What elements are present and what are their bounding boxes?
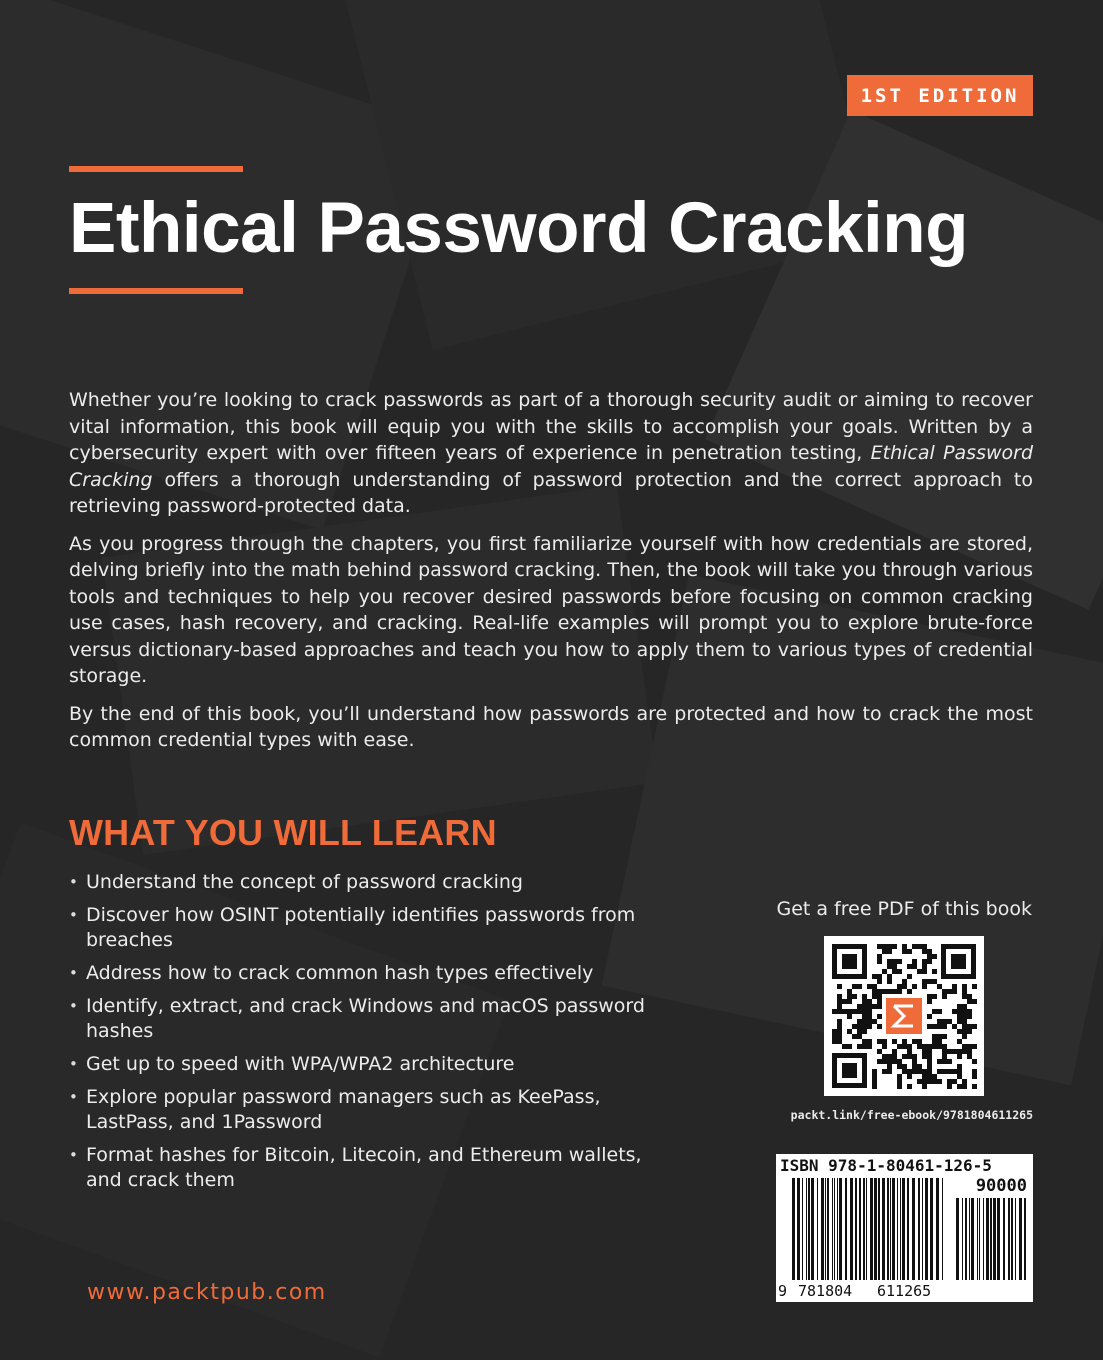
learn-heading: WHAT YOU WILL LEARN — [69, 812, 497, 853]
list-item: • Get up to speed with WPA/WPA2 architecture — [69, 1052, 649, 1077]
edition-badge: 1ST EDITION — [847, 75, 1033, 116]
isbn-barcode — [776, 1154, 1033, 1302]
book-title: Ethical Password Cracking — [69, 189, 968, 268]
title-rule-top — [69, 166, 243, 172]
ean-first-digit: 9 — [778, 1282, 788, 1300]
packt-logo-icon — [884, 996, 924, 1036]
ean-right-digits: 611265 — [877, 1282, 932, 1300]
free-pdf-label: Get a free PDF of this book — [776, 898, 1032, 920]
list-item: • Address how to crack common hash types effectively — [69, 961, 649, 986]
title-rule-bottom — [69, 288, 243, 294]
learn-list — [69, 870, 649, 1201]
free-pdf-url[interactable]: packt.link/free-ebook/9781804611265 — [790, 1108, 1033, 1122]
book-description — [69, 387, 1033, 765]
list-item: • Identify, extract, and crack Windows and macOS password hashes — [69, 994, 649, 1044]
description-text: offers a thorough understanding of password protection and the correct approach to retrieving password-protected data. — [69, 468, 1033, 517]
list-item: • Explore popular password managers such as KeePass, LastPass, and 1Password — [69, 1085, 649, 1135]
ean-left-digits: 781804 — [798, 1282, 853, 1300]
list-item: • Discover how OSINT potentially identifies passwords from breaches — [69, 903, 649, 953]
list-item: • Format hashes for Bitcoin, Litecoin, and Ethereum wallets, and crack them — [69, 1143, 649, 1193]
description-paragraph-2: As you progress through the chapters, you first familiarize yourself with how credentials are stored, delving briefly into the math behind password cracking. Then, the book will take you through various tools and techniques to help you recover desired passwords before focusing on common cracking use cases, hash recovery, and cracking. Real-life examples will prompt you to explore brute-force versus dictionary-based approaches and teach you how to apply them to various types of credential storage. — [69, 532, 1033, 687]
price-code: 90000 — [975, 1176, 1027, 1196]
list-item: • Understand the concept of password cracking — [69, 870, 649, 895]
description-paragraph-1 — [69, 387, 1033, 520]
description-title-emphasis: Ethical Password Cracking — [69, 442, 1034, 491]
isbn-text: ISBN 978-1-80461-126-5 — [780, 1156, 992, 1175]
description-paragraph-3: By the end of this book, you’ll understand how passwords are protected and how to crack the most common credential types with ease. — [69, 702, 1033, 751]
qr-code[interactable] — [824, 936, 984, 1096]
description-text: Whether you’re looking to crack passwords as part of a thorough security audit or aiming to recover vital information, this book will equip you with the skills to accomplish your goals. Written by a cybersecurity expert with over fifteen years of experience in penetration testing, — [69, 389, 1033, 464]
publisher-website[interactable]: www.packtpub.com — [87, 1280, 327, 1305]
